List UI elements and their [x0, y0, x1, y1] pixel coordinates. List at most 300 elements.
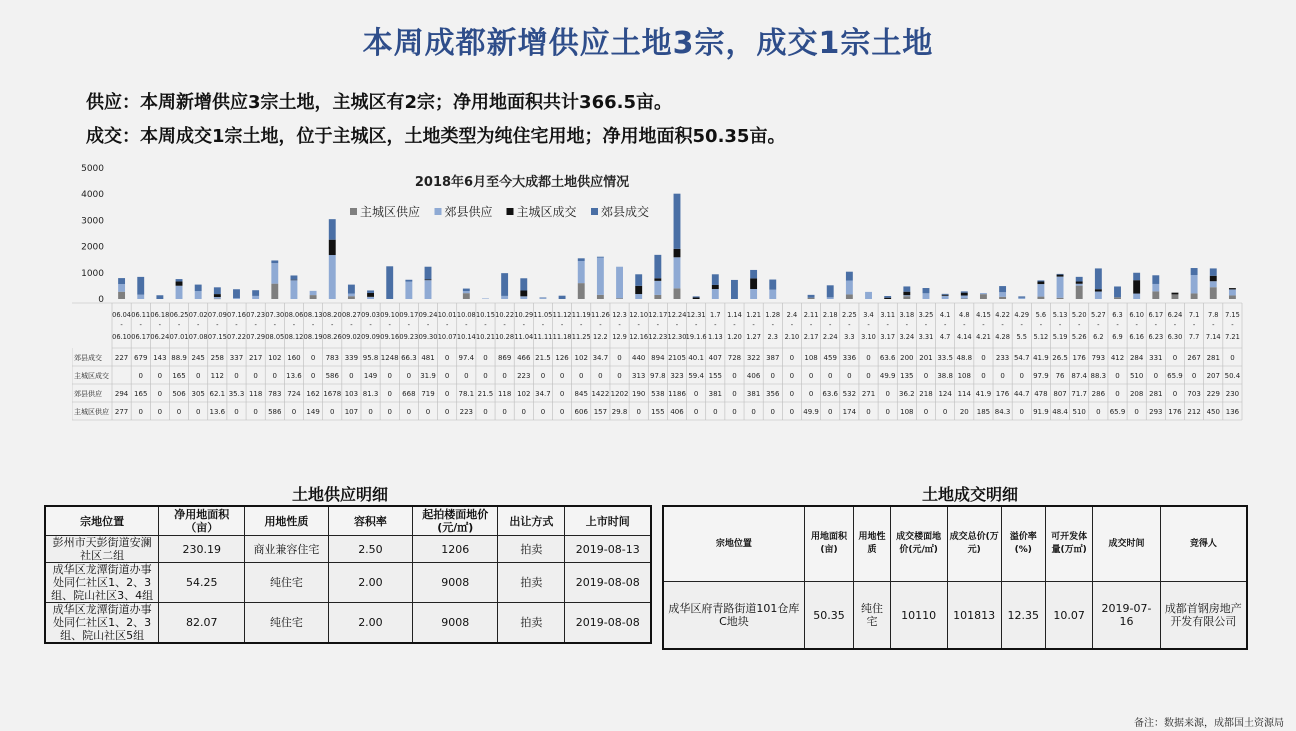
- x-tick-label: -: [503, 321, 506, 329]
- table-value: 0: [866, 372, 871, 380]
- table-value: 118: [497, 390, 512, 398]
- bar-2: [942, 296, 949, 299]
- table-value: 1422: [591, 390, 610, 398]
- table-value: 87.4: [1071, 372, 1088, 380]
- x-tick-label: 12.30: [667, 333, 687, 341]
- table-value: 0: [808, 372, 814, 380]
- table-value: 0: [387, 408, 392, 416]
- x-tick-label: -: [1173, 321, 1177, 329]
- x-tick-label: -: [407, 321, 411, 329]
- supply-cell: 成华区龙潭街道办事处同仁社区1、2、3组、院山社区5组: [45, 603, 159, 644]
- bar-4: [1057, 274, 1064, 275]
- table-value: 63.6: [822, 390, 839, 398]
- bar-2: [520, 296, 527, 299]
- table-value: 143: [153, 354, 167, 362]
- table-value: 0: [387, 372, 392, 380]
- table-value: 218: [919, 390, 933, 398]
- table-value: 0: [138, 372, 143, 380]
- bar-4: [712, 274, 719, 285]
- supply-cell: 拍卖: [498, 563, 565, 603]
- bar-2: [1057, 277, 1064, 298]
- table-value: 703: [1187, 390, 1201, 398]
- bar-4: [501, 273, 508, 296]
- table-value: 0: [559, 372, 565, 380]
- bar-2: [425, 280, 432, 299]
- x-tick-label: 07.08: [188, 333, 208, 341]
- table-value: 286: [1091, 390, 1106, 398]
- x-tick-label: -: [637, 321, 640, 329]
- x-tick-label: -: [694, 321, 698, 329]
- x-tick-label: -: [943, 321, 947, 329]
- table-value: 381: [708, 390, 722, 398]
- deal-header-cell: 可开发体量(万㎡): [1045, 506, 1093, 582]
- bar-2: [1210, 281, 1217, 287]
- x-tick-label: 3.17: [880, 333, 896, 341]
- x-tick-label: -: [560, 321, 564, 329]
- x-tick-label: 6.16: [1129, 333, 1145, 341]
- x-tick-label: 11.19: [571, 311, 591, 319]
- bar-4: [903, 286, 910, 291]
- table-value: 65.9: [1109, 408, 1126, 416]
- table-value: 0: [444, 372, 450, 380]
- table-value: 41.9: [1033, 354, 1049, 362]
- bar-1: [980, 294, 987, 299]
- x-tick-label: 06.18: [150, 311, 170, 319]
- legend-swatch: [591, 208, 598, 215]
- x-tick-label: 11.04: [514, 333, 534, 341]
- bar-3: [329, 240, 336, 255]
- bar-3: [1229, 288, 1236, 289]
- bar-3: [903, 292, 910, 296]
- supply-cell: 彭州市天彭街道安澜社区二组: [45, 536, 159, 563]
- bar-2: [405, 281, 412, 299]
- table-value: 459: [823, 354, 837, 362]
- x-tick-label: 7.14: [1205, 333, 1221, 341]
- table-value: 20: [959, 408, 969, 416]
- table-row-label: 郊县成交: [74, 354, 102, 362]
- chart-title: 2018年6月至今大成都土地供应情况: [414, 175, 630, 190]
- x-tick-label: 07.02: [188, 311, 208, 319]
- table-value: 36.2: [899, 390, 915, 398]
- x-tick-label: 19.1.6: [685, 333, 707, 341]
- deal-summary: 成交：本周成交1宗土地，位于主城区，土地类型为纯住宅用地；净用地面积50.35亩。: [86, 126, 786, 147]
- table-value: 0: [732, 408, 737, 416]
- bar-4: [463, 289, 470, 292]
- bar-4: [731, 280, 738, 299]
- table-value: 339: [344, 354, 359, 362]
- x-tick-label: -: [216, 321, 219, 329]
- legend-swatch: [350, 208, 357, 215]
- table-value: 126: [555, 354, 569, 362]
- x-tick-label: 07.15: [207, 333, 227, 341]
- table-value: 0: [502, 408, 507, 416]
- table-value: 230: [1225, 390, 1240, 398]
- bar-2: [233, 298, 240, 299]
- deal-cell: 50.35: [804, 582, 853, 650]
- x-tick-label: 08.20: [322, 311, 342, 319]
- x-tick-label: -: [790, 321, 794, 329]
- bar-1: [846, 294, 853, 299]
- x-tick-label: 6.10: [1129, 311, 1145, 319]
- table-value: 200: [900, 354, 914, 362]
- x-tick-label: 6.24: [1167, 311, 1183, 319]
- table-value: 407: [708, 354, 722, 362]
- table-value: 208: [1129, 390, 1144, 398]
- table-value: 165: [134, 390, 148, 398]
- table-value: 13.6: [286, 372, 302, 380]
- table-value: 0: [1115, 372, 1120, 380]
- table-value: 267: [1187, 354, 1201, 362]
- bar-4: [348, 285, 355, 294]
- x-tick-label: 12.2: [593, 333, 608, 341]
- supply-cell: 拍卖: [498, 536, 565, 563]
- bar-4: [329, 219, 336, 240]
- table-value: 0: [138, 408, 143, 416]
- supply-cell: 9008: [413, 563, 498, 603]
- table-value: 783: [268, 390, 282, 398]
- x-tick-label: -: [963, 321, 966, 329]
- table-value: 0: [827, 408, 833, 416]
- bar-2: [463, 291, 470, 293]
- bar-1: [271, 284, 278, 299]
- bar-4: [1095, 268, 1102, 289]
- bar-3: [1076, 281, 1083, 283]
- table-value: 586: [268, 408, 282, 416]
- x-tick-label: 2.3: [767, 333, 779, 341]
- deal-cell: 成华区府青路街道101仓库C地块: [663, 582, 804, 650]
- table-row: [45, 603, 651, 644]
- bar-1: [654, 295, 661, 299]
- x-tick-label: 11.11: [533, 333, 553, 341]
- table-value: 54.7: [1013, 354, 1030, 362]
- table-value: 510: [1072, 408, 1086, 416]
- table-value: 176: [995, 390, 1010, 398]
- supply-cell: 拍卖: [498, 603, 565, 644]
- table-value: 728: [727, 354, 742, 362]
- x-tick-label: 11.12: [552, 311, 572, 319]
- bar-4: [559, 296, 566, 299]
- x-tick-label: 1.13: [707, 333, 723, 341]
- x-tick-label: 09.03: [361, 311, 381, 319]
- bar-2: [367, 297, 374, 299]
- supply-cell: 2.00: [328, 603, 413, 644]
- x-tick-label: -: [714, 321, 717, 329]
- table-row-label: 郊县供应: [74, 390, 102, 398]
- deal-cell: 10110: [890, 582, 947, 650]
- table-value: 0: [732, 390, 737, 398]
- x-tick-label: 11.25: [571, 333, 591, 341]
- x-tick-label: 10.22: [495, 311, 515, 319]
- table-value: 440: [632, 354, 646, 362]
- bar-4: [176, 279, 183, 281]
- x-tick-label: 09.23: [399, 333, 419, 341]
- bar-4: [1018, 296, 1025, 297]
- x-tick-label: -: [388, 321, 391, 329]
- table-value: 0: [808, 390, 814, 398]
- bar-2: [291, 280, 298, 299]
- x-tick-label: -: [1058, 321, 1062, 329]
- x-tick-label: -: [369, 321, 372, 329]
- bar-3: [961, 293, 968, 296]
- x-tick-label: 06.24: [150, 333, 170, 341]
- table-value: 0: [157, 372, 163, 380]
- x-tick-label: -: [120, 321, 123, 329]
- table-value: 66.3: [401, 354, 417, 362]
- table-value: 0: [157, 390, 163, 398]
- bar-2: [137, 295, 144, 299]
- table-value: 0: [406, 408, 412, 416]
- table-value: 112: [210, 372, 225, 380]
- x-tick-label: -: [465, 321, 468, 329]
- table-value: 277: [114, 408, 129, 416]
- table-value: 0: [483, 372, 488, 380]
- table-value: 412: [1110, 354, 1125, 362]
- x-tick-label: 3.25: [918, 311, 934, 319]
- x-tick-label: -: [752, 321, 755, 329]
- bar-3: [425, 279, 432, 280]
- x-tick-label: 4.21: [976, 333, 991, 341]
- table-value: 1202: [610, 390, 629, 398]
- x-tick-label: 5.12: [1033, 333, 1049, 341]
- table-value: 0: [253, 372, 258, 380]
- bar-2: [1229, 289, 1236, 295]
- x-tick-label: 12.17: [648, 311, 668, 319]
- bar-3: [1172, 293, 1179, 295]
- x-tick-label: 6.17: [1148, 311, 1164, 319]
- table-value: 103: [344, 390, 359, 398]
- bar-4: [827, 285, 834, 297]
- bar-2: [769, 290, 776, 299]
- y-tick-label: 2000: [81, 242, 104, 253]
- table-value: 0: [349, 372, 354, 380]
- bar-2: [1095, 292, 1102, 299]
- table-row-label: 主城区供应: [74, 408, 109, 416]
- table-value: 0: [617, 372, 622, 380]
- table-value: 281: [1149, 390, 1163, 398]
- supply-cell: 230.19: [159, 536, 245, 563]
- table-value: 532: [842, 390, 857, 398]
- bar-4: [1076, 277, 1083, 282]
- supply-cell: 2019-08-08: [565, 563, 651, 603]
- bar-3: [1057, 275, 1064, 277]
- deal-header-cell: 宗地位置: [663, 506, 804, 582]
- table-value: 0: [559, 390, 565, 398]
- table-value: 0: [1096, 408, 1101, 416]
- bar-1: [1229, 295, 1236, 299]
- table-value: 114: [957, 390, 971, 398]
- table-value: 149: [363, 372, 378, 380]
- supply-cell: 54.25: [159, 563, 245, 603]
- table-value: 0: [770, 408, 775, 416]
- table-value: 1678: [323, 390, 342, 398]
- table-value: 0: [1019, 408, 1024, 416]
- bar-4: [808, 295, 815, 298]
- x-tick-label: 06.04: [112, 311, 132, 319]
- x-tick-label: 08.19: [303, 333, 323, 341]
- x-tick-label: 2.11: [803, 311, 819, 319]
- bar-2: [635, 294, 642, 299]
- supply-table-header: [45, 506, 651, 536]
- x-tick-label: 7.8: [1208, 311, 1219, 319]
- bar-2: [214, 297, 221, 299]
- bar-4: [635, 274, 642, 286]
- table-value: 869: [497, 354, 512, 362]
- supply-cell: 82.07: [159, 603, 245, 644]
- x-tick-label: 7.7: [1188, 333, 1200, 341]
- x-tick-label: 1.7: [710, 311, 721, 319]
- table-value: 305: [191, 390, 205, 398]
- table-value: 0: [866, 354, 871, 362]
- supply-header-cell: 上市时间: [565, 506, 651, 536]
- x-tick-label: -: [733, 321, 736, 329]
- table-value: 0: [176, 408, 182, 416]
- x-tick-label: 06.17: [131, 333, 151, 341]
- bar-2: [252, 296, 259, 299]
- x-tick-label: -: [1001, 321, 1004, 329]
- table-value: 223: [517, 372, 531, 380]
- x-tick-label: -: [235, 321, 238, 329]
- x-tick-label: 07.01: [169, 333, 189, 341]
- bar-4: [156, 295, 163, 299]
- table-value: 21.5: [477, 390, 494, 398]
- bar-3: [674, 249, 681, 257]
- x-tick-label: 6.23: [1148, 333, 1164, 341]
- bar-3: [712, 285, 719, 289]
- x-tick-label: 07.16: [227, 311, 246, 319]
- table-value: 174: [842, 408, 857, 416]
- table-value: 293: [1149, 408, 1163, 416]
- table-value: 323: [670, 372, 684, 380]
- bar-2: [539, 298, 546, 299]
- table-value: 0: [1172, 354, 1178, 362]
- table-value: 2105: [668, 354, 686, 362]
- x-tick-label: 11.05: [533, 311, 553, 319]
- x-tick-label: 11.18: [552, 333, 572, 341]
- table-value: 0: [598, 372, 603, 380]
- x-tick-label: 07.29: [246, 333, 266, 341]
- table-value: 0: [483, 354, 488, 362]
- table-value: 271: [861, 390, 876, 398]
- x-tick-label: -: [139, 321, 142, 329]
- x-tick-label: -: [867, 321, 870, 329]
- supply-header-cell: 宗地位置: [45, 506, 159, 536]
- table-value: 0: [310, 354, 316, 362]
- bar-2: [1152, 284, 1159, 291]
- deal-cell: 101813: [947, 582, 1001, 650]
- supply-cell: 成华区龙潭街道办事处同仁社区1、2、3组、院山社区3、4组: [45, 563, 159, 603]
- table-value: 0: [234, 372, 239, 380]
- table-value: 783: [325, 354, 339, 362]
- page-title: 本周成都新增供应土地3宗，成交1宗土地: [362, 26, 934, 61]
- x-tick-label: 1.14: [727, 311, 742, 319]
- x-tick-label: 10.01: [437, 311, 457, 319]
- bar-3: [1095, 289, 1102, 291]
- table-value: 149: [306, 408, 320, 416]
- y-tick-label: 5000: [81, 164, 104, 174]
- bar-3: [367, 293, 374, 297]
- supply-cell: 2.50: [328, 536, 413, 563]
- bar-1: [903, 296, 910, 299]
- x-tick-label: -: [196, 321, 200, 329]
- x-tick-label: 1.27: [746, 333, 761, 341]
- x-tick-label: -: [905, 321, 909, 329]
- bar-4: [1191, 268, 1198, 275]
- bar-2: [195, 291, 202, 299]
- bar-4: [118, 278, 125, 284]
- table-value: 0: [617, 354, 622, 362]
- y-tick-label: 3000: [81, 216, 104, 227]
- table-value: 229: [1206, 390, 1220, 398]
- table-value: 0: [885, 408, 890, 416]
- x-tick-label: 10.29: [514, 311, 534, 319]
- supply-cell: 2019-08-13: [565, 536, 651, 563]
- bar-4: [999, 286, 1006, 292]
- x-tick-label: 4.8: [959, 311, 970, 319]
- table-value: 0: [483, 408, 488, 416]
- x-tick-label: 2.24: [822, 333, 838, 341]
- x-tick-label: -: [541, 321, 545, 329]
- table-value: 78.1: [458, 390, 475, 398]
- bar-4: [654, 255, 661, 278]
- x-tick-label: 09.17: [399, 311, 419, 319]
- x-tick-label: -: [350, 321, 353, 329]
- x-tick-label: 2.4: [786, 311, 798, 319]
- bar-2: [348, 293, 355, 296]
- bar-4: [386, 266, 393, 299]
- bar-2: [674, 257, 681, 288]
- x-tick-label: -: [273, 321, 276, 329]
- x-tick-label: 7.15: [1225, 311, 1240, 319]
- table-row: [45, 563, 651, 603]
- table-value: 0: [521, 408, 527, 416]
- table-value: 0: [234, 408, 239, 416]
- table-value: 807: [1053, 390, 1067, 398]
- table-value: 0: [693, 390, 699, 398]
- table-row: [45, 536, 651, 563]
- bar-2: [1191, 275, 1198, 293]
- table-value: 108: [900, 408, 914, 416]
- supply-cell: 纯住宅: [245, 563, 328, 603]
- deal-header-cell: 成交总价(万元): [947, 506, 1001, 582]
- bar-1: [1191, 293, 1198, 299]
- table-value: 0: [1134, 408, 1139, 416]
- x-tick-label: 08.27: [341, 311, 361, 319]
- x-tick-label: 09.30: [418, 333, 438, 341]
- supply-header-cell: 用地性质: [245, 506, 328, 536]
- supply-header-cell: 出让方式: [498, 506, 565, 536]
- deal-header-cell: 成交楼面地价(元/㎡): [890, 506, 947, 582]
- bar-2: [616, 267, 623, 298]
- bar-4: [367, 290, 374, 293]
- table-value: 331: [1149, 354, 1163, 362]
- table-value: 0: [827, 372, 833, 380]
- bar-4: [674, 194, 681, 249]
- table-value: 13.6: [209, 408, 226, 416]
- x-tick-label: 06.11: [131, 311, 151, 319]
- table-value: 606: [574, 408, 588, 416]
- table-value: 88.3: [1090, 372, 1107, 380]
- x-tick-label: 4.1: [939, 311, 951, 319]
- deal-detail-table: [662, 505, 1248, 650]
- x-tick-label: -: [675, 321, 679, 329]
- source-note: 备注：数据来源，成都国土资源局: [1134, 718, 1284, 729]
- x-tick-label: 12.3: [612, 311, 627, 319]
- table-value: 668: [402, 390, 416, 398]
- table-value: 387: [766, 354, 780, 362]
- x-tick-label: -: [1135, 321, 1138, 329]
- x-tick-label: 11.26: [590, 311, 610, 319]
- table-value: 176: [1168, 408, 1182, 416]
